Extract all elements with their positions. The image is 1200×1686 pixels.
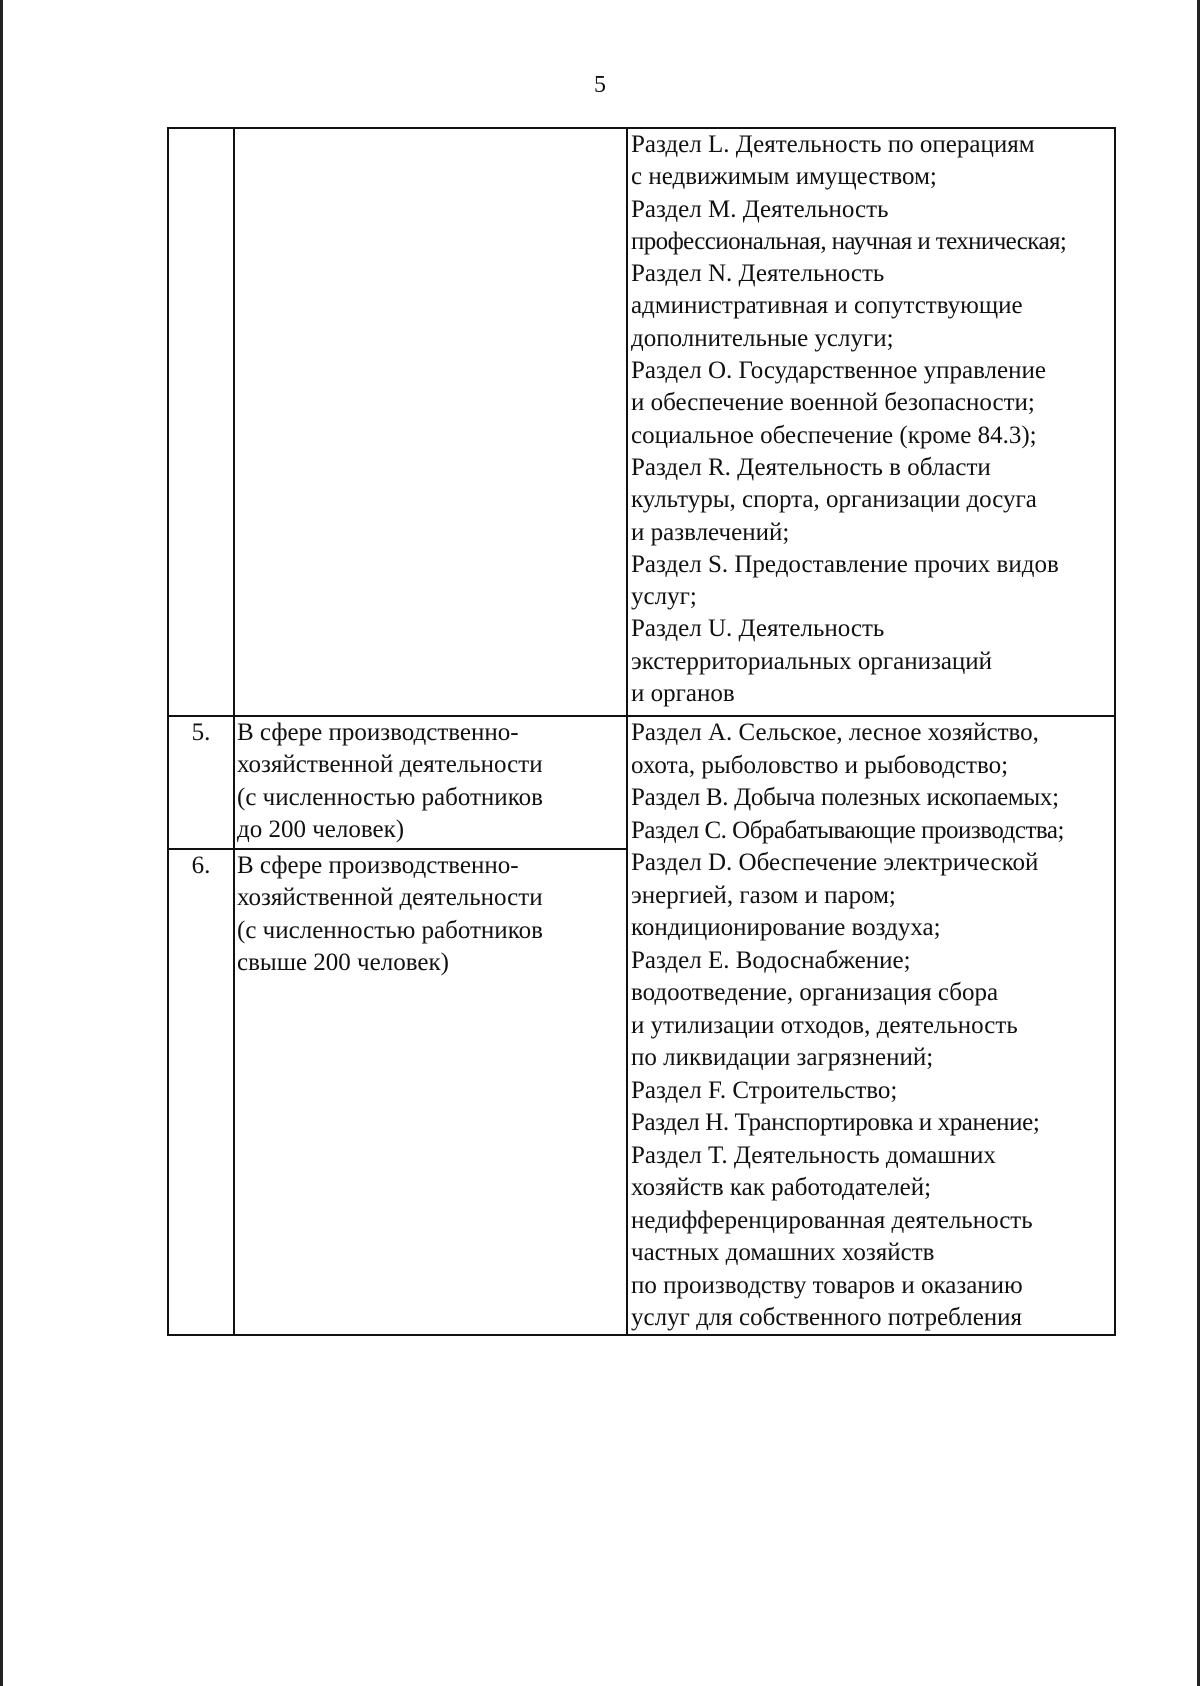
section-line: Раздел O. Государственное управление xyxy=(631,357,1046,385)
rows5-6-sections-cell xyxy=(631,717,1064,1335)
section-line: с недвижимым имуществом; xyxy=(631,163,937,191)
section-line: Раздел H. Транспортировка и хранение; xyxy=(631,1109,1040,1136)
description-line: хозяйственной деятельности xyxy=(237,884,543,912)
section-line: дополнительные услуги; xyxy=(631,324,894,352)
section-line: Раздел E. Водоснабжение; xyxy=(631,946,911,974)
section-line: по производству товаров и оказанию xyxy=(631,1271,1023,1299)
section-line: услуг для собственного потребления xyxy=(631,1304,1023,1331)
section-line: Раздел S. Предоставление прочих видов xyxy=(631,550,1059,578)
section-line: кондиционирование воздуха; xyxy=(631,914,941,941)
section-line: охота, рыболовство и рыбоводство; xyxy=(631,751,1009,779)
row5-number: 5. xyxy=(191,719,211,746)
section-line: услуг; xyxy=(631,583,697,611)
section-line: и развлечений; xyxy=(631,518,790,546)
section-line: экстерриториальных организаций xyxy=(631,647,993,675)
column-divider-number xyxy=(233,127,235,1336)
section-line: и утилизации отходов, деятельность xyxy=(631,1011,1018,1039)
description-line: до 200 человек) xyxy=(237,815,405,843)
section-line: и органов xyxy=(631,680,735,708)
table-border-right xyxy=(1114,127,1116,1336)
row5-description-cell xyxy=(237,717,543,846)
section-line: Раздел N. Деятельность xyxy=(631,260,885,288)
section-line: Раздел D. Обеспечение электрической xyxy=(631,849,1039,876)
description-line: В сфере производственно- xyxy=(237,719,519,746)
section-line: социальное обеспечение (кроме 84.3); xyxy=(631,421,1037,449)
section-line: Раздел F. Строительство; xyxy=(631,1076,898,1104)
page-number: 5 xyxy=(594,72,606,98)
section-line: Раздел B. Добыча полезных ископаемых; xyxy=(631,784,1059,811)
description-line: (с численностью работников xyxy=(237,783,543,811)
description-line: В сфере производственно- xyxy=(237,852,519,879)
section-line: по ликвидации загрязнений; xyxy=(631,1044,934,1071)
row4-sections-cell xyxy=(631,129,1066,710)
section-line: Раздел T. Деятельность домашних xyxy=(631,1141,996,1169)
description-line: (с численностью работников xyxy=(237,916,543,944)
scan-edge-left xyxy=(0,0,3,1686)
section-line: недифференцированная деятельность xyxy=(631,1206,1033,1234)
column-divider-sections xyxy=(626,127,628,1336)
section-line: водоотведение, организация сбора xyxy=(631,979,999,1006)
row6-number: 6. xyxy=(191,852,211,879)
section-line: Раздел L. Деятельность по операциям xyxy=(631,131,1035,158)
section-line: культуры, спорта, организации досуга xyxy=(631,486,1037,514)
section-line: Раздел U. Деятельность xyxy=(631,615,885,643)
description-line: хозяйственной деятельности xyxy=(237,751,543,779)
section-line: Раздел A. Сельское, лесное хозяйство, xyxy=(631,719,1039,746)
description-line: свыше 200 человек) xyxy=(237,948,449,976)
section-line: профессиональная, научная и техническая; xyxy=(631,227,1067,255)
section-line: и обеспечение военной безопасности; xyxy=(631,389,1035,417)
section-line: Раздел C. Обрабатывающие производства; xyxy=(631,816,1064,844)
section-line: частных домашних хозяйств xyxy=(631,1239,935,1266)
row6-description-cell xyxy=(237,850,543,979)
section-line: энергией, газом и паром; xyxy=(631,881,896,909)
section-line: Раздел M. Деятельность xyxy=(631,195,889,223)
section-line: хозяйств как работодателей; xyxy=(631,1174,932,1201)
section-line: Раздел R. Деятельность в области xyxy=(631,453,991,481)
section-line: административная и сопутствующие xyxy=(631,292,1023,320)
